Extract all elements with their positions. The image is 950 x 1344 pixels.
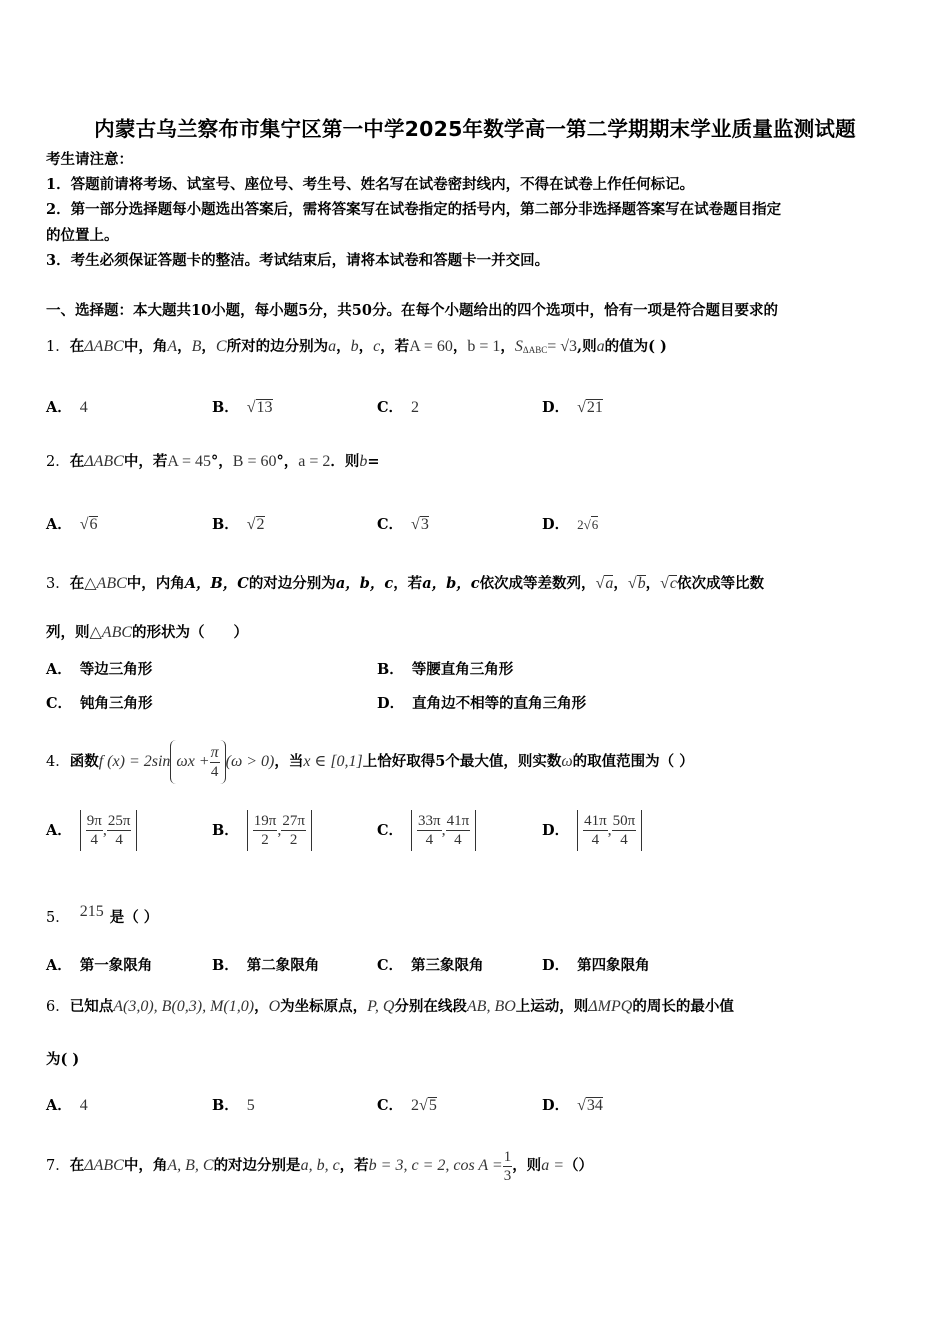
question-1-stem: 1．在ΔABC中，角A，B，C所对的边分别为a，b，c，若A = 60，b = 1，$S_{\Delta ABC}= √3$,则a的值为( ) bbox=[46, 338, 667, 355]
question-7-stem: 7．在ΔABC中，角A, B, C的对边分别是a, b, c，若b = 3, c = 2, cos A = $\frac{1}{3}$ ，则a =（） bbox=[46, 1148, 593, 1184]
option-c[interactable]: C． $\frac{33\pi}{4}$ , $\frac{41\pi}{4}$ bbox=[377, 810, 476, 851]
notice-heading: 考生请注意： bbox=[46, 151, 133, 168]
notice-item: 1．答题前请将考场、试室号、座位号、考生号、姓名写在试卷密封线内，不得在试卷上作任何标记。 bbox=[46, 176, 695, 193]
notice-item: 2．第一部分选择题每小题选出答案后，需将答案写在试卷指定的括号内，第二部分非选择题答案写在试卷题目指定 bbox=[46, 201, 782, 218]
question-number: 6． bbox=[46, 999, 70, 1015]
option-d[interactable]: D． √34 bbox=[542, 1097, 603, 1114]
question-number: 4． bbox=[46, 754, 70, 770]
option-b[interactable]: B． √13 bbox=[212, 399, 273, 416]
option-b[interactable]: B． 等腰直角三角形 bbox=[377, 661, 514, 678]
question-2-stem: 2．在ΔABC中，若A = 45°，B = 60°，a = 2．则b= bbox=[46, 453, 380, 470]
question-number: 2． bbox=[46, 454, 70, 470]
option-b[interactable]: B． 第二象限角 bbox=[212, 957, 320, 974]
question-number: 1． bbox=[46, 339, 70, 355]
notice-item: 的位置上。 bbox=[46, 227, 119, 244]
option-a[interactable]: A． 4 bbox=[46, 1097, 88, 1114]
question-number: 7． bbox=[46, 1158, 70, 1174]
option-a[interactable]: A． 4 bbox=[46, 399, 88, 416]
question-4-stem: 4．函数f (x) = 2sin ωx + $\frac{\pi}{4}$ (ω > 0)，当x ∈ [0,1]上恰好取得5个最大值，则实数ω的取值范围为（ ） bbox=[46, 740, 694, 784]
option-c[interactable]: C． 2√5 bbox=[377, 1097, 437, 1114]
page-title: 内蒙古乌兰察布市集宁区第一中学2025年数学高一第二学期期末学业质量监测试题 bbox=[94, 117, 856, 141]
question-3-stem: 3．在△ABC中，内角A，B，C的对边分别为a，b，c，若a，b，c依次成等差数列，√a，√b，√c依次成等比数 bbox=[46, 575, 765, 592]
option-b[interactable]: B． $\frac{19\pi}{2}$ , $\frac{27\pi}{2}$ bbox=[212, 810, 312, 851]
question-number: 3． bbox=[46, 576, 70, 592]
section-heading: 一、选择题：本大题共10小题，每小题5分，共50分。在每个小题给出的四个选项中，恰有一项是符合题目要求的 bbox=[46, 302, 778, 319]
option-d[interactable]: D． √21 bbox=[542, 399, 603, 416]
option-b[interactable]: B． 5 bbox=[212, 1097, 255, 1114]
option-a[interactable]: A． 第一象限角 bbox=[46, 957, 153, 974]
option-a[interactable]: A． 等边三角形 bbox=[46, 661, 153, 678]
option-d[interactable]: D． 2√6 bbox=[542, 516, 599, 533]
question-3-stem-cont: 列，则△ABC的形状为（ ） bbox=[46, 624, 249, 641]
option-d[interactable]: D． 直角边不相等的直角三角形 bbox=[377, 695, 587, 712]
question-6-stem-cont: 为( ) bbox=[46, 1051, 80, 1068]
question-number: 5． bbox=[46, 910, 70, 926]
notice-item: 3．考生必须保证答题卡的整洁。考试结束后，请将本试卷和答题卡一并交回。 bbox=[46, 252, 550, 269]
option-c[interactable]: C． 钝角三角形 bbox=[46, 695, 153, 712]
option-c[interactable]: C． √3 bbox=[377, 516, 429, 533]
question-5-stem: 5． 215 是（ ） bbox=[46, 903, 159, 926]
option-a[interactable]: A． √6 bbox=[46, 516, 98, 533]
option-d[interactable]: D． 第四象限角 bbox=[542, 957, 650, 974]
option-c[interactable]: C． 第三象限角 bbox=[377, 957, 484, 974]
question-6-stem: 6．已知点A(3,0), B(0,3), M(1,0)，O为坐标原点，P, Q分别在线段AB, BO上运动，则ΔMPQ的周长的最小值 bbox=[46, 998, 734, 1015]
option-c[interactable]: C． 2 bbox=[377, 399, 420, 416]
option-b[interactable]: B． √2 bbox=[212, 516, 265, 533]
option-a[interactable]: A． $\frac{9\pi}{4}$ , $\frac{25\pi}{4}$ bbox=[46, 810, 137, 851]
option-d[interactable]: D． $\frac{41\pi}{4}$ , $\frac{50\pi}{4}$ bbox=[542, 810, 642, 851]
